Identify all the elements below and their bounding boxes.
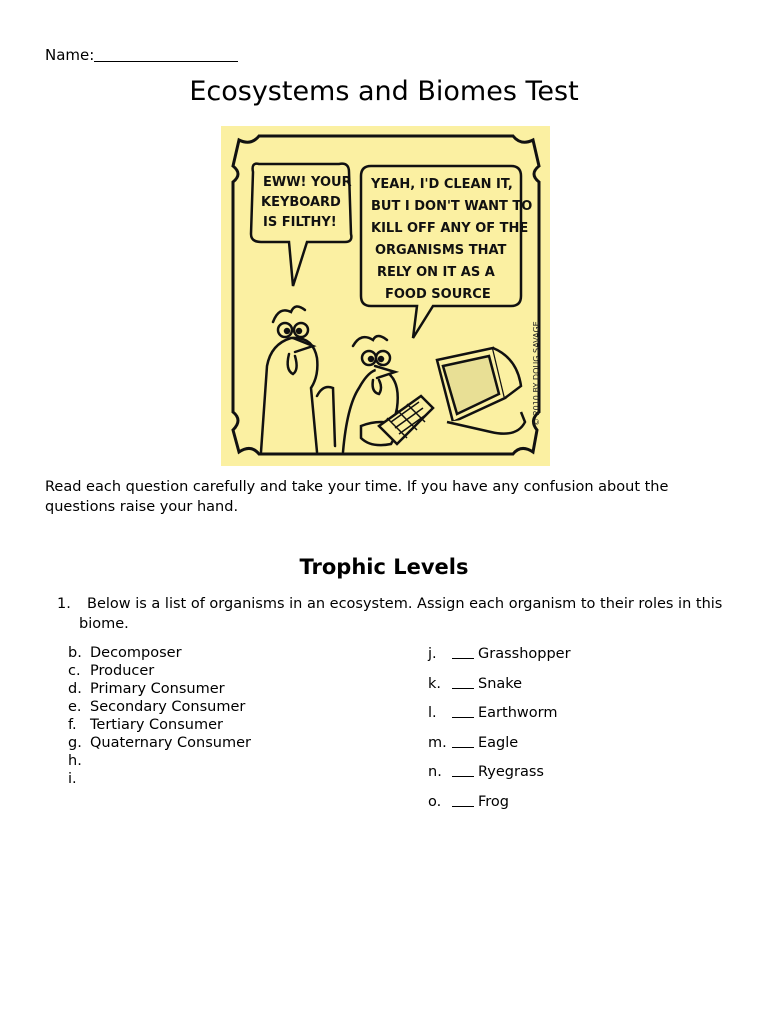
list-label: Producer — [90, 663, 155, 679]
list-letter: n. — [428, 764, 442, 781]
right-bubble-line-3: KILL OFF ANY OF THE — [371, 221, 529, 236]
list-item — [68, 752, 251, 770]
list-label: Tertiary Consumer — [90, 717, 223, 733]
left-bubble-line-1: EWW! YOUR — [263, 175, 352, 190]
list-item — [428, 674, 571, 704]
list-letter: h. — [68, 753, 82, 769]
answer-blank[interactable] — [452, 763, 474, 777]
list-letter: m. — [428, 734, 447, 751]
list-item — [68, 644, 251, 662]
organisms-list — [428, 644, 571, 822]
list-label: Eagle — [478, 734, 519, 751]
right-bubble-line-5: RELY ON IT AS A — [377, 265, 495, 280]
list-label: Grasshopper — [478, 646, 571, 662]
list-letter: g. — [68, 735, 82, 751]
list-item — [428, 733, 571, 763]
list-letter: b. — [68, 645, 82, 661]
artist-credit: © 2010 BY DOUG SAVAGE — [532, 321, 541, 426]
list-label: Primary Consumer — [90, 681, 225, 697]
list-item — [68, 716, 251, 734]
right-bubble-line-6: FOOD SOURCE — [385, 287, 491, 302]
roles-list — [68, 644, 251, 788]
list-letter: d. — [68, 681, 82, 697]
instructions-text: Read each question carefully and take your time. If you have any confusion about the questions raise your hand. — [45, 479, 669, 515]
list-item — [68, 734, 251, 752]
answer-blank[interactable] — [452, 734, 474, 748]
list-label: Frog — [478, 793, 510, 810]
question-number: 1. — [57, 596, 71, 612]
name-label: Name: — [45, 46, 95, 64]
list-item — [428, 644, 571, 674]
list-label: Snake — [478, 675, 523, 692]
right-bubble-line-4: ORGANISMS THAT — [375, 243, 507, 258]
left-bubble-line-2: KEYBOARD — [261, 195, 341, 210]
list-label: Earthworm — [478, 705, 558, 722]
left-bubble-line-3: IS FILTHY! — [263, 215, 337, 230]
list-label: Decomposer — [90, 645, 182, 661]
name-blank-line[interactable] — [94, 47, 238, 62]
name-field — [45, 46, 238, 64]
chicken-left-drawing — [261, 306, 335, 452]
monitor-drawing — [437, 348, 525, 434]
list-letter: e. — [68, 699, 82, 715]
answer-blank[interactable] — [452, 645, 474, 659]
comic-illustration — [221, 126, 550, 466]
right-bubble-line-2: BUT I DON'T WANT TO — [371, 199, 533, 214]
list-item — [428, 762, 571, 792]
right-bubble-line-1: YEAH, I'D CLEAN IT, — [371, 177, 513, 192]
list-item — [68, 770, 251, 788]
list-letter: f. — [68, 717, 77, 733]
list-item — [68, 680, 251, 698]
list-letter: j. — [428, 646, 437, 662]
list-letter: l. — [428, 705, 437, 722]
list-item — [68, 698, 251, 716]
question-text: Below is a list of organisms in an ecosystem. Assign each organism to their roles in this biome. — [79, 596, 723, 632]
answer-blank[interactable] — [452, 675, 474, 689]
list-label: Ryegrass — [478, 764, 544, 781]
list-letter: o. — [428, 793, 442, 810]
answer-blank[interactable] — [452, 793, 474, 807]
list-item — [68, 662, 251, 680]
section-heading: Trophic Levels — [299, 555, 469, 579]
list-item — [428, 703, 571, 733]
list-label: Secondary Consumer — [90, 699, 246, 715]
list-letter: i. — [68, 771, 77, 787]
answer-blank[interactable] — [452, 704, 474, 718]
list-letter: k. — [428, 675, 442, 692]
page-title: Ecosystems and Biomes Test — [189, 76, 579, 107]
list-letter: c. — [68, 663, 81, 679]
list-label: Quaternary Consumer — [90, 735, 251, 751]
list-item — [428, 792, 571, 822]
